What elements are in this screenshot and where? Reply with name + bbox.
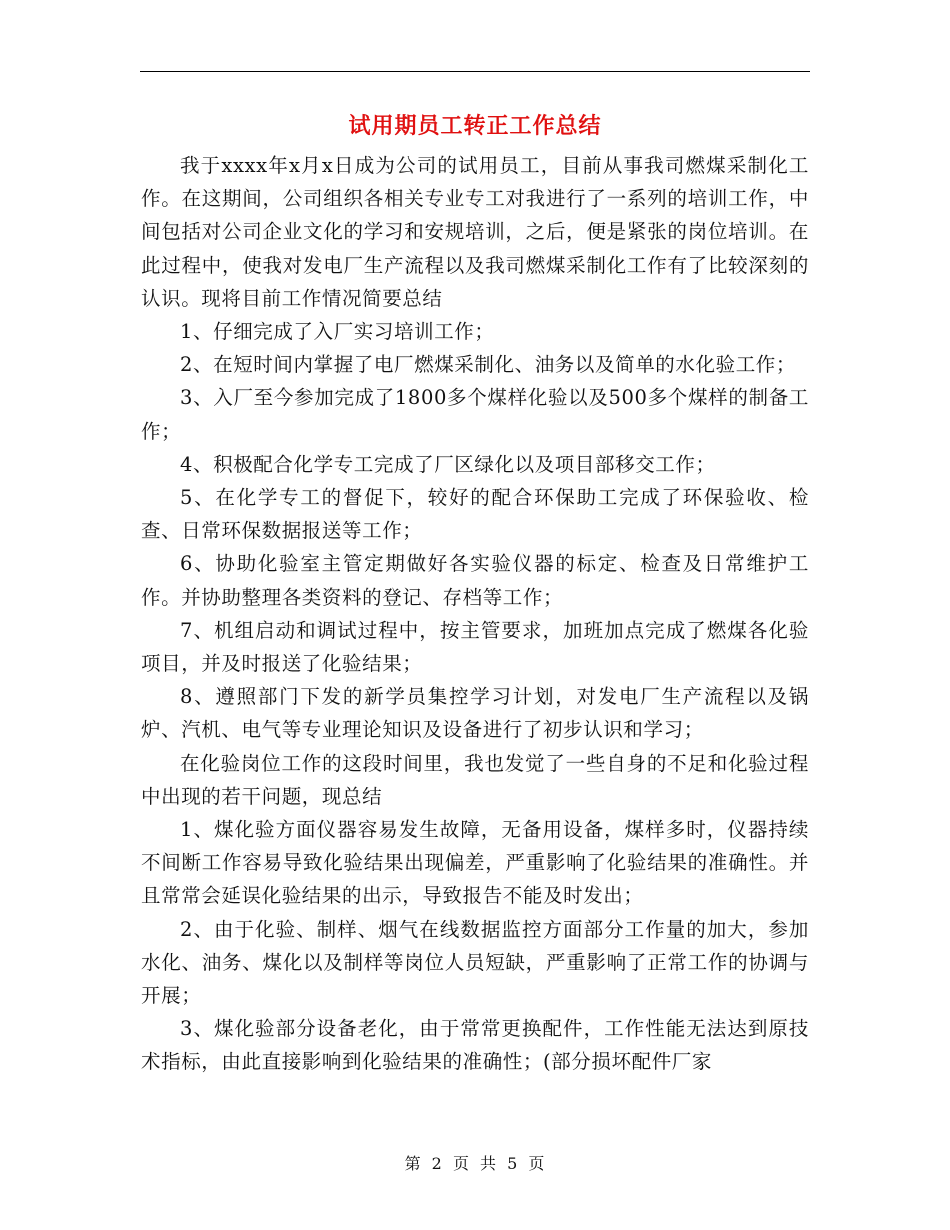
paragraph-item-1: 1、仔细完成了入厂实习培训工作； xyxy=(180,320,495,344)
paragraph-item-6: 6、协助化验室主管定期做好各实验仪器的标定、检查及日常维护工作。并协助整理各类资料的登记、存档等工作； xyxy=(141,552,809,609)
paragraph-item-7: 7、机组启动和调试过程中，按主管要求，加班加点完成了燃煤各化验项目，并及时报送了化验结果； xyxy=(141,618,809,676)
paragraph-problems-intro: 在化验岗位工作的这段时间里，我也发觉了一些自身的不足和化验过程中出现的若干问题，现总结 xyxy=(141,751,809,808)
paragraph-item-3: 3、入厂至今参加完成了1800多个煤样化验以及500多个煤样的制备工作； xyxy=(141,386,809,443)
page-title: 试用期员工转正工作总结 xyxy=(348,113,602,139)
document-body xyxy=(141,149,809,1079)
header-rule xyxy=(140,71,810,72)
paragraph-problem-1: 1、煤化验方面仪器容易发生故障，无备用设备，煤样多时，仪器持续不间断工作容易导致化验结果出现偏差，严重影响了化验结果的准确性。并且常常会延误化验结果的出示，导致报告不能及时发出； xyxy=(141,818,809,908)
paragraph-item-8: 8、遵照部门下发的新学员集控学习计划，对发电厂生产流程以及锅炉、汽机、电气等专业理论知识及设备进行了初步认识和学习； xyxy=(141,685,809,742)
page-number-footer: 第 2 页 共 5 页 xyxy=(404,1154,546,1173)
paragraph-intro: 我于xxxx年x月x日成为公司的试用员工，目前从事我司燃煤采制化工作。在这期间，公司组织各相关专业专工对我进行了一系列的培训工作，中间包括对公司企业文化的学习和安规培训，之后，便是紧张的岗位培训。在此过程中，使我对发电厂生产流程以及我司燃煤采制化工作有了比较深刻的认识。现将目前工作情况简要总结 xyxy=(141,154,809,310)
paragraph-item-2: 2、在短时间内掌握了电厂燃煤采制化、油务以及简单的水化验工作； xyxy=(180,353,797,377)
paragraph-problem-3: 3、煤化验部分设备老化，由于常常更换配件，工作性能无法达到原技术指标，由此直接影响到化验结果的准确性；(部分损坏配件厂家 xyxy=(141,1017,809,1074)
paragraph-item-5: 5、在化学专工的督促下，较好的配合环保助工完成了环保验收、检查、日常环保数据报送等工作； xyxy=(141,486,809,543)
paragraph-problem-2: 2、由于化验、制样、烟气在线数据监控方面部分工作量的加大，参加水化、油务、煤化以及制样等岗位人员短缺，严重影响了正常工作的协调与开展； xyxy=(141,917,809,1008)
paragraph-item-4: 4、积极配合化学专工完成了厂区绿化以及项目部移交工作； xyxy=(180,452,716,476)
